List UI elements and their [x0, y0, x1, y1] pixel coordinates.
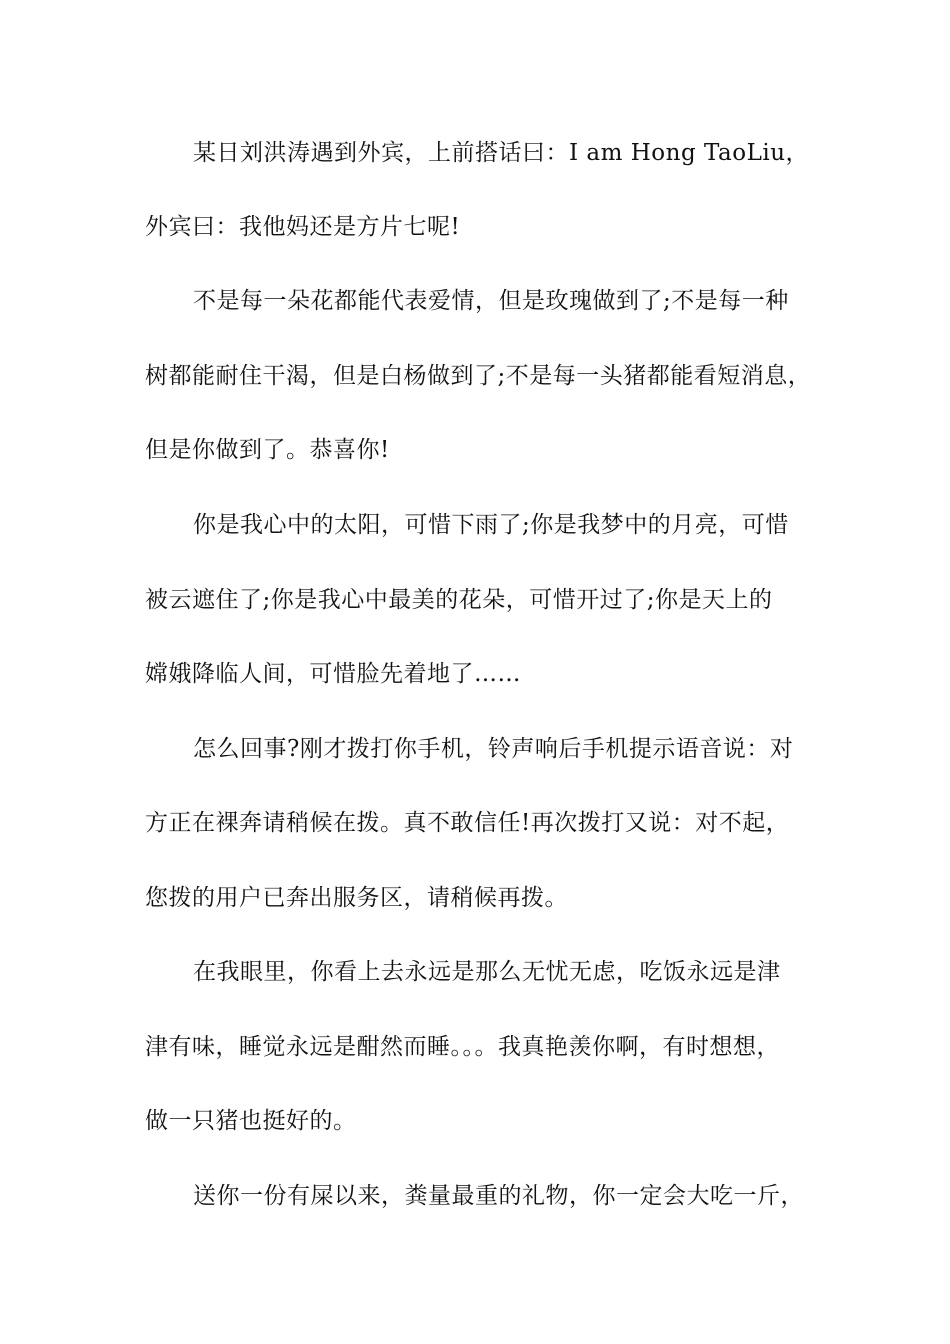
paragraph-5-line-3: 做一只猪也挺好的。 — [145, 1108, 357, 1134]
paragraph-3-line-2: 被云遮住了;你是我心中最美的花朵，可惜开过了;你是天上的 — [145, 587, 773, 613]
paragraph-5-line-2: 津有味，睡觉永远是酣然而睡。。。我真艳羡你啊，有时想想， — [145, 1034, 780, 1060]
paragraph-5-line-1: 在我眼里，你看上去永远是那么无忧无虑，吃饭永远是津 — [193, 959, 781, 985]
paragraph-2-line-3: 但是你做到了。恭喜你! — [145, 437, 390, 463]
paragraph-1-line-1: 某日刘洪涛遇到外宾，上前搭话曰：I am Hong TaoLiu， — [193, 140, 810, 166]
paragraph-4-line-2: 方正在裸奔请稍候在拨。真不敢信任!再次拨打又说：对不起， — [145, 810, 790, 836]
paragraph-3-line-1: 你是我心中的太阳，可惜下雨了;你是我梦中的月亮，可惜 — [193, 512, 789, 538]
paragraph-3-line-3: 嫦娥降临人间，可惜脸先着地了…… — [145, 661, 521, 687]
paragraph-4-line-3: 您拨的用户已奔出服务区，请稍候再拨。 — [145, 885, 568, 911]
paragraph-6-line-1: 送你一份有屎以来，粪量最重的礼物，你一定会大吃一斤， — [193, 1183, 804, 1209]
paragraph-1-line-2: 外宾曰：我他妈还是方片七呢! — [145, 214, 461, 240]
paragraph-2-line-2: 树都能耐住干渴，但是白杨做到了;不是每一头猪都能看短消息， — [145, 363, 812, 389]
paragraph-2-line-1: 不是每一朵花都能代表爱情，但是玫瑰做到了;不是每一种 — [193, 288, 789, 314]
paragraph-4-line-1: 怎么回事?刚才拨打你手机，铃声响后手机提示语音说：对 — [193, 736, 794, 762]
